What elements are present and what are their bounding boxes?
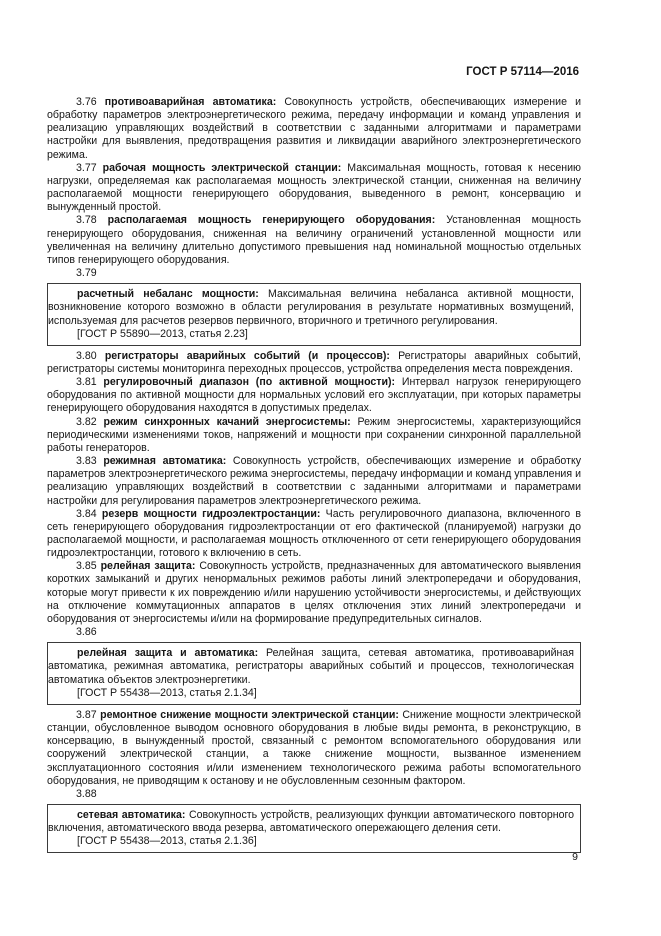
entry-3-86: релейная защита и автоматика: Релейная защита, сетевая автоматика, противоаварийная автоматика, режимная автоматика, регистраторы аварийных событий и процессов, технологическая автоматика объектов электроэнергетики. [48, 647, 574, 686]
source-reference: [ГОСТ Р 55890—2013, статья 2.23] [77, 327, 248, 340]
term: релейная защита и автоматика: [77, 647, 259, 660]
entry-3-76: 3.76 противоаварийная автоматика: Совокупность устройств, обеспечивающих измерение и обработку параметров электроэнергетического режима, передачу информации и команд управления и реализацию управляющих воздействий в соответствии с заданными алгоритмами и параметрами настройки для выявления, предотвращения развития и ликвидации аварийного электроэнергетического режима. [47, 96, 581, 161]
term: регулировочный диапазон (по активной мощности): [103, 376, 396, 389]
entry-number-3-79: 3.79 [76, 267, 97, 280]
document-id-header: ГОСТ Р 57114—2016 [466, 66, 579, 78]
entry-3-79: расчетный небаланс мощности: Максимальная величина небаланса активной мощности, возникновение которого возможно в области регулирования в результате нормативных возмущений, используемая для расчетов резервов первичного, вторичного и третичного регулирования. [48, 288, 575, 327]
entry-3-87: 3.87 ремонтное снижение мощности электрической станции: Снижение мощности электрической станции, обусловленное выводом основного оборудования в любые виды ремонта, в реконструкцию, в консервацию, в вынужденный простой, связанный с ремонтом вспомогательного оборудования или сооружений электрической станции, а также снижение мощности, вызванное изменением эксплуатационного состояния и/или изменением технологического режима работы вспомогательного оборудования, не приводящим к останову и не обусловленным сезонным фактором. [47, 708, 581, 787]
entry-3-85: 3.85 релейная защита: Совокупность устройств, предназначенных для автоматического выявления коротких замыканий и других ненормальных режимов работы линий электропередачи и оборудования, которые могут привести к их повреждению и/или нарушению устойчивости энергосистемы, и действующих на отключение коммутационных аппаратов в целях отключения этих линий электропередачи и оборудования от энергосистемы и/или на формирование предупредительных сигналов. [47, 560, 581, 625]
quoted-definition-box [47, 283, 581, 346]
entry-number-3-86: 3.86 [76, 626, 97, 639]
entry-3-77: 3.77 рабочая мощность электрической станции: Максимальная мощность, готовая к несению нагрузки, определяемая как располагаемая мощность электрической станции, сниженная на величину располагаемой мощности генерирующего оборудования, выведенного в ремонт, консервацию и вынужденный простой. [47, 161, 581, 214]
quoted-definition-box [47, 804, 581, 853]
source-reference: [ГОСТ Р 55438—2013, статья 2.1.36] [77, 835, 257, 848]
term: сетевая автоматика: [77, 808, 186, 821]
entry-number-3-88: 3.88 [76, 787, 97, 800]
source-reference: [ГОСТ Р 55438—2013, статья 2.1.34] [77, 686, 257, 699]
entry-3-80: 3.80 регистраторы аварийных событий (и процессов): Регистраторы аварийных событий, регистраторы системы мониторинга переходных процессов, устройства определения места повреждения. [47, 349, 581, 375]
term: ремонтное снижение мощности электрической станции: [100, 708, 399, 721]
term: регистраторы аварийных событий (и процессов): [104, 349, 390, 362]
entry-3-84: 3.84 резерв мощности гидроэлектростанции: Часть регулировочного диапазона, включенного в сеть генерирующего оборудования гидроэлектростанции от его фактической (планируемой) нагрузки до располагаемой мощности, и располагаемая мощность отключенного от сети генерирующего оборудования гидроэлектростанции, готового к включению в сеть. [47, 507, 581, 560]
term: противоаварийная автоматика: [104, 96, 277, 108]
entry-3-78: 3.78 располагаемая мощность генерирующего оборудования: Установленная мощность генерирующего оборудования, сниженная на величину ограничений установленной мощности или увеличенная на величину длительно допустимого превышения над номинальной мощностью отдельных типов генерирующего оборудования. [47, 214, 581, 266]
term: резерв мощности гидроэлектростанции: [101, 507, 321, 520]
entry-3-83: 3.83 режимная автоматика: Совокупность устройств, обеспечивающих измерение и обработку параметров электроэнергетического режима энергосистемы, передачу информации и команд управления и реализацию управляющих воздействий в соответствии с заданными алгоритмами и параметрами настройки для регулирования параметров электроэнергетического режима. [47, 455, 581, 507]
term: расчетный небаланс мощности: [77, 288, 259, 301]
document-body [47, 96, 581, 857]
term: режимная автоматика: [103, 455, 227, 468]
entry-3-88: сетевая автоматика: Совокупность устройств, реализующих функции автоматического повторного включения, автоматического ввода резерва, автоматического опережающего деления сети. [48, 808, 574, 835]
entry-3-82: 3.82 режим синхронных качаний энергосистемы: Режим энергосистемы, характеризующийся периодическими изменениями токов, напряжений и мощности при сохранении синхронной параллельной работы генераторов. [47, 415, 581, 454]
term: режим синхронных качаний энергосистемы: [103, 415, 351, 428]
quoted-definition-box [47, 642, 581, 705]
term: релейная защита: [100, 560, 196, 573]
term: рабочая мощность электрической станции: [102, 161, 342, 174]
entry-3-81: 3.81 регулировочный диапазон (по активной мощности): Интервал нагрузок генерирующего оборудования по активной мощности для нормальных условий его эксплуатации, при которых параметры генерирующего оборудования находятся в допустимых пределах. [47, 376, 582, 415]
term: располагаемая мощность генерирующего оборудования: [107, 214, 436, 227]
page-number: 9 [572, 851, 578, 863]
